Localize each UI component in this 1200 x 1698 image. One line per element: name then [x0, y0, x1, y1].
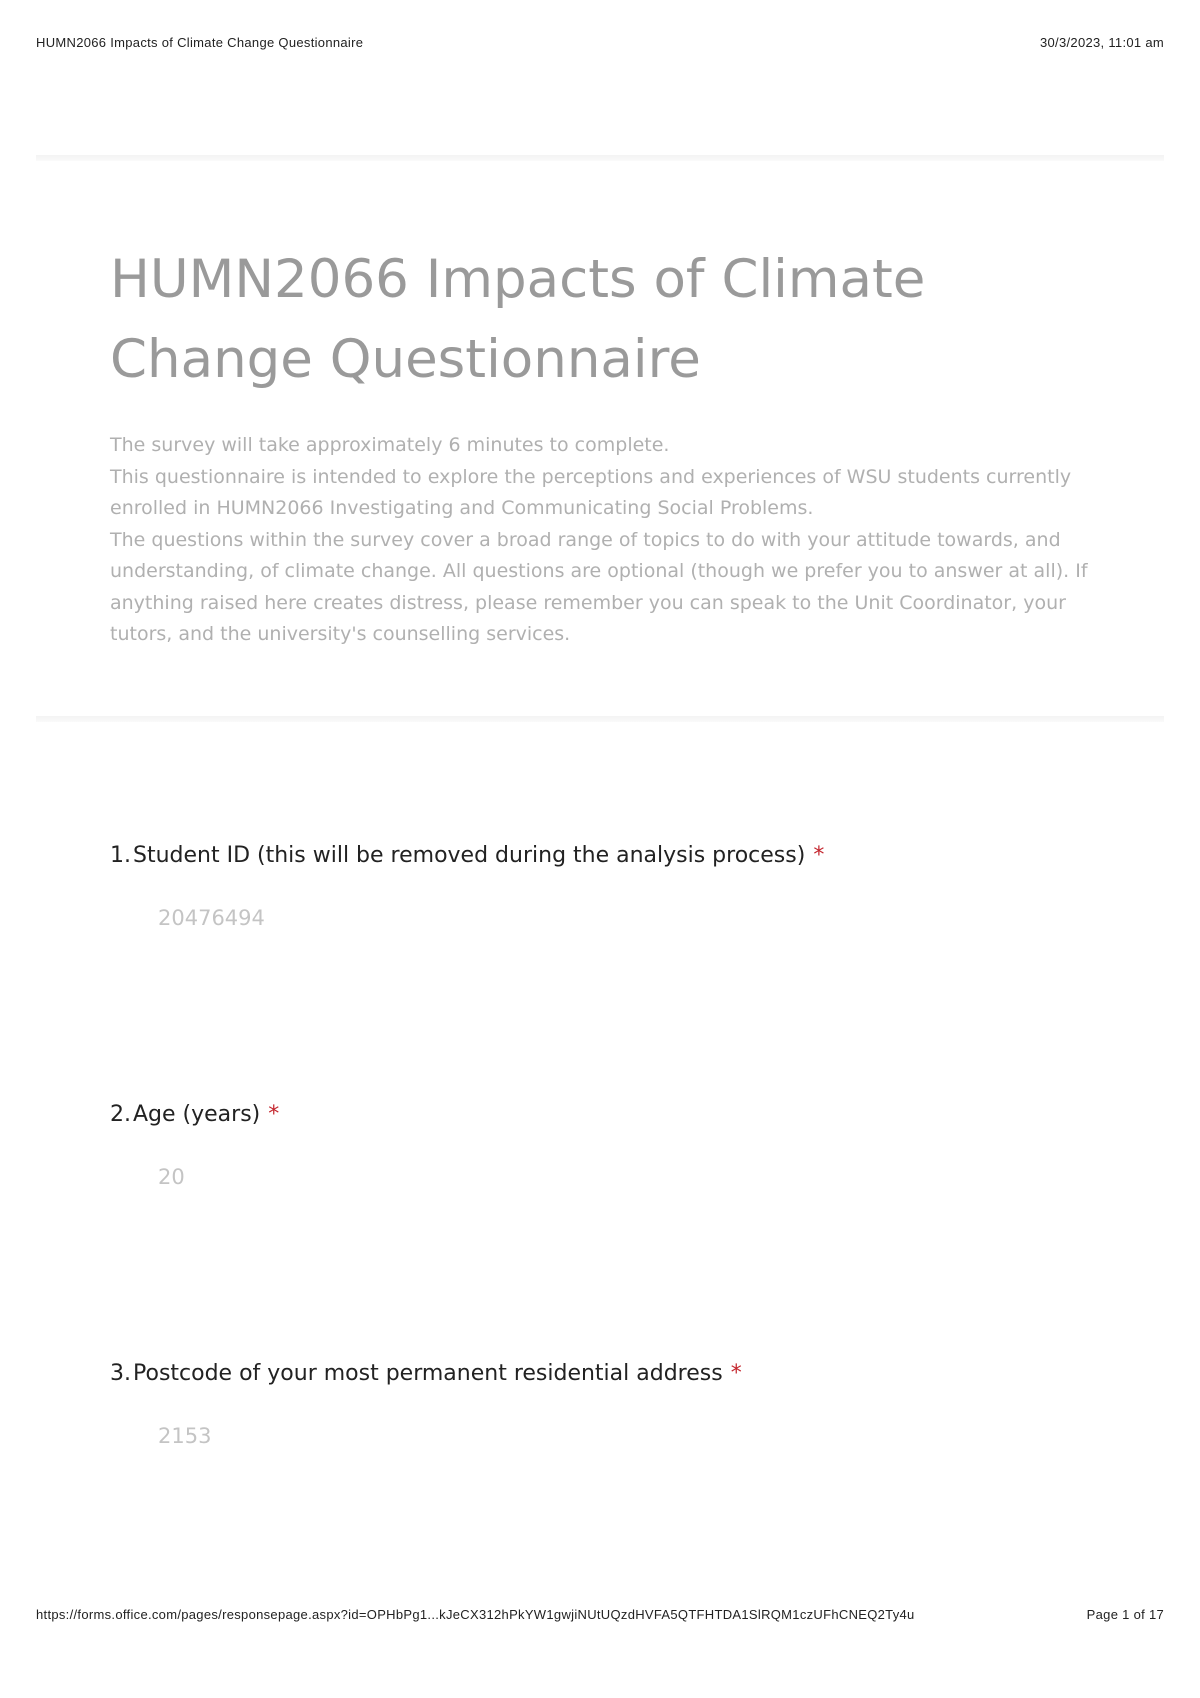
answer-field[interactable]: 20	[158, 1165, 185, 1189]
description-line: The survey will take approximately 6 minutes to complete.	[110, 434, 670, 456]
print-header-title: HUMN2066 Impacts of Climate Change Questionnaire	[36, 35, 364, 50]
question-title	[110, 1102, 1110, 1127]
question-student-id	[110, 843, 1110, 930]
form-header-bottom-divider	[36, 716, 1164, 722]
question-label: Postcode of your most permanent residential address	[133, 1361, 723, 1386]
form-header-top-divider	[36, 155, 1164, 161]
answer-field[interactable]: 20476494	[158, 906, 265, 930]
description-line: The questions within the survey cover a broad range of topics to do with your attitude towards, and understanding, of climate change. All questions are optional (though we prefer you to answer at all). If anything raised here creates distress, please remember you can speak to the Unit Coordinator, your tutors, and the university's counselling services.	[110, 528, 1088, 645]
question-label: Age (years)	[133, 1102, 261, 1127]
page-url[interactable]: https://forms.office.com/pages/responsepage.aspx?id=OPHbPg1...kJeCX312hPkYW1gwjiNUtUQzdHVFA5QTFHTDA1SlRQM1czUFhCNEQ2Ty4u	[36, 1607, 915, 1622]
question-title	[110, 843, 1110, 868]
question-title	[110, 1361, 1110, 1386]
description-line: This questionnaire is intended to explore the perceptions and experiences of WSU students currently enrolled in HUMN2066 Investigating and Communicating Social Problems.	[110, 465, 1072, 519]
question-age	[110, 1102, 1110, 1189]
print-footer	[36, 1607, 1164, 1622]
question-number: 1.	[110, 843, 131, 868]
question-postcode	[110, 1361, 1110, 1448]
form-description	[110, 430, 1110, 651]
form-title: HUMN2066 Impacts of Climate Change Questionnaire	[110, 249, 926, 390]
answer-field[interactable]: 2153	[158, 1424, 212, 1448]
page-number: Page 1 of 17	[1086, 1607, 1164, 1622]
required-asterisk: *	[730, 1361, 742, 1386]
print-header-datetime: 30/3/2023, 11:01 am	[1040, 35, 1164, 50]
question-number: 2.	[110, 1102, 131, 1127]
question-label: Student ID (this will be removed during the analysis process)	[133, 843, 806, 868]
question-number: 3.	[110, 1361, 131, 1386]
print-header	[36, 35, 1164, 50]
required-asterisk: *	[813, 843, 825, 868]
required-asterisk: *	[268, 1102, 280, 1127]
